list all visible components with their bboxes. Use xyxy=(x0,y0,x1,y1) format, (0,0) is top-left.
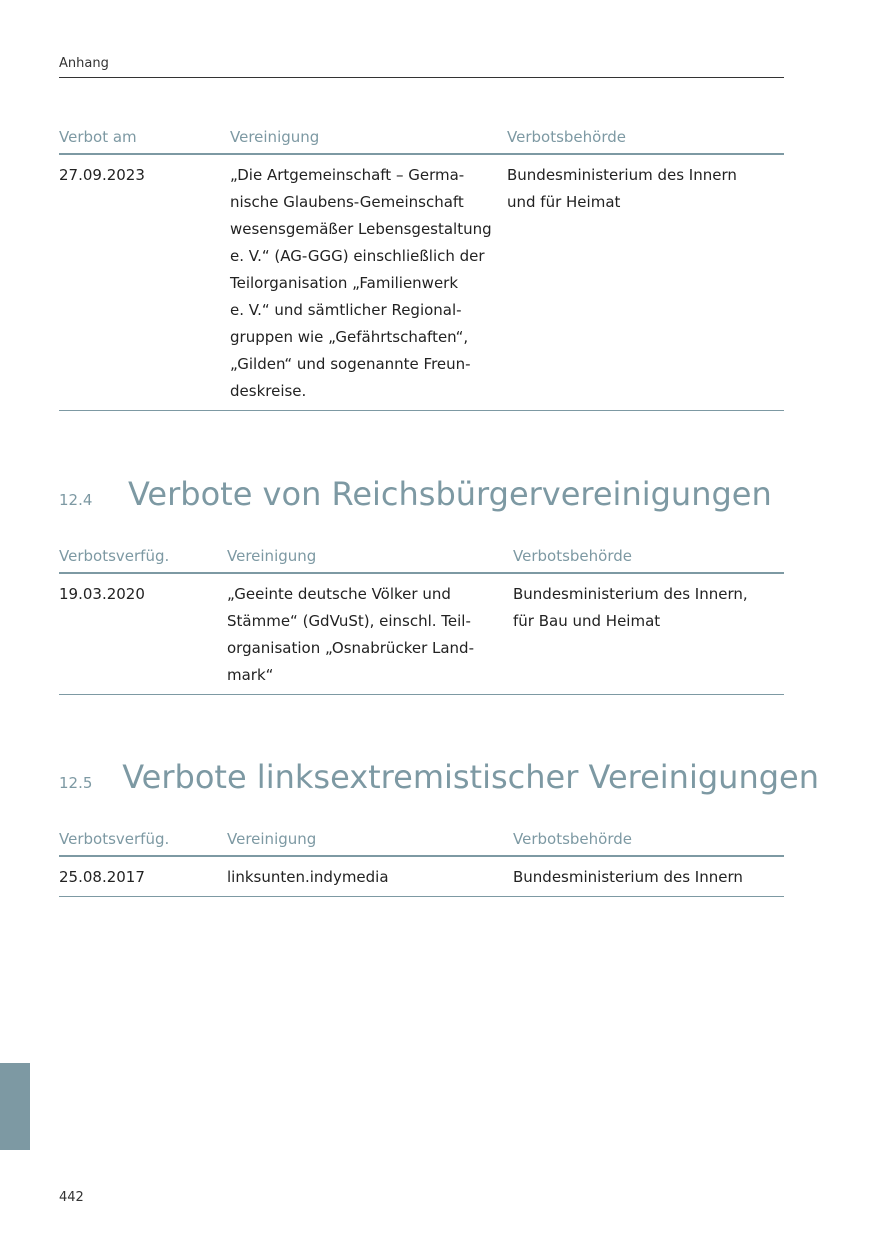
cell-authority: Bundesministerium des Innern und für Heimat xyxy=(507,166,737,211)
section-number: 12.4 xyxy=(59,491,93,509)
column-header-authority: Verbotsbehörde xyxy=(513,830,632,848)
cell-association: „Geeinte deutsche Völker und Stämme“ (GdVuSt), einschl. Teil- organisation „Osnabrücker Land- mark“ xyxy=(227,585,474,684)
table-row xyxy=(59,574,784,695)
running-header-text: Anhang xyxy=(59,56,109,71)
table-row xyxy=(59,155,784,411)
column-header-authority: Verbotsbehörde xyxy=(507,128,626,146)
ban-table-rightwing xyxy=(59,128,784,411)
chapter-side-tab xyxy=(0,1063,30,1150)
column-header-date: Verbot am xyxy=(59,128,137,146)
ban-table-leftwing xyxy=(59,830,784,897)
column-header-authority: Verbotsbehörde xyxy=(513,547,632,565)
cell-association: „Die Artgemeinschaft – Germa- nische Glaubens-Gemeinschaft wesensgemäßer Lebensgestaltung e. V.“ (AG-GGG) einschließlich der Teilorganisation „Familienwerk e. V.“ und sämtlicher Regional- gruppen wie „Gefährtschaften“, „Gilden“ und sogenannte Freun- deskreise. xyxy=(230,166,492,400)
cell-date: 25.08.2017 xyxy=(59,868,145,886)
table-header xyxy=(59,128,784,155)
section-heading-12-4 xyxy=(59,475,819,519)
cell-date: 27.09.2023 xyxy=(59,166,145,184)
table-header xyxy=(59,547,784,574)
column-header-association: Vereinigung xyxy=(230,128,320,146)
running-header xyxy=(59,56,784,78)
page-number: 442 xyxy=(59,1190,84,1205)
column-header-date: Verbotsverfüg. xyxy=(59,547,170,565)
cell-date: 19.03.2020 xyxy=(59,585,145,603)
cell-authority: Bundesministerium des Innern xyxy=(513,868,743,886)
cell-association: linksunten.indymedia xyxy=(227,868,389,886)
ban-table-reichsbuerger xyxy=(59,547,784,695)
column-header-association: Vereinigung xyxy=(227,830,317,848)
cell-authority: Bundesministerium des Innern, für Bau und Heimat xyxy=(513,585,748,630)
section-title: Verbote linksextremistischer Vereinigungen xyxy=(122,758,819,796)
table-header xyxy=(59,830,784,857)
column-header-association: Vereinigung xyxy=(227,547,317,565)
section-title: Verbote von Reichsbürgervereinigungen xyxy=(128,475,772,513)
section-number: 12.5 xyxy=(59,774,93,792)
table-row xyxy=(59,857,784,897)
column-header-date: Verbotsverfüg. xyxy=(59,830,170,848)
section-heading-12-5 xyxy=(59,758,819,802)
